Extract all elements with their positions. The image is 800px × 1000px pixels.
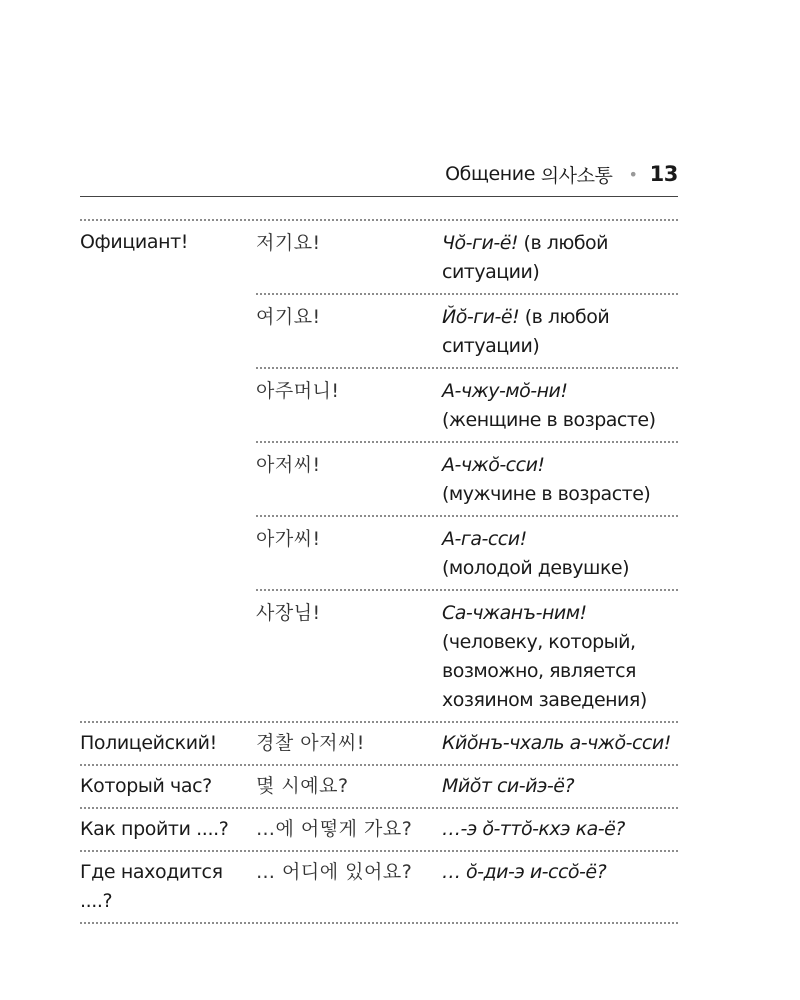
- phrase-korean: 아저씨!: [256, 454, 321, 476]
- phrase-translit: А-чжŏ-сси!: [442, 454, 545, 476]
- phrase-translit: … ŏ-ди-э и-ссŏ-ё?: [442, 861, 607, 883]
- phrase-korean: 저기요!: [256, 232, 321, 254]
- phrase-translit-cell: [442, 599, 678, 715]
- phrase-translit-cell: [442, 229, 678, 287]
- phrase-note: (в любой ситуации): [442, 306, 610, 357]
- phrase-variant: [256, 367, 678, 441]
- phrase-row: [80, 852, 678, 924]
- phrase-note: (человеку, который, возможно, является хозяином заведения): [442, 631, 647, 711]
- phrase-translit: …-э ŏ-ттŏ-кхэ ка-ё?: [442, 818, 625, 840]
- phrase-row: [80, 723, 678, 766]
- phrase-translit: Кйŏнъ-чхаль а-чжŏ-сси!: [442, 732, 671, 754]
- phrase-translit-cell: [442, 525, 678, 583]
- phrase-variant: [256, 515, 678, 589]
- phrase-translit: Йŏ-ги-ё!: [442, 306, 520, 328]
- phrase-translit: Са-чжанъ-ним!: [442, 602, 587, 624]
- phrase-group-waiter: [80, 221, 678, 723]
- phrase-korean: 몇 시예요?: [256, 775, 349, 797]
- phrase-korean: 여기요!: [256, 306, 321, 328]
- phrase-russian: Как пройти ....?: [80, 818, 229, 840]
- phrase-russian: Официант!: [80, 231, 188, 253]
- phrase-korean: 경찰 아저씨!: [256, 732, 365, 754]
- phrase-variant: [256, 221, 678, 293]
- phrase-translit: А-га-сси!: [442, 528, 527, 550]
- page-number: 13: [649, 162, 678, 186]
- phrase-translit: А-чжу-мŏ-ни!: [442, 380, 568, 402]
- phrase-variant: [256, 441, 678, 515]
- phrase-translit: Мйŏт си-йэ-ё?: [442, 775, 575, 797]
- phrase-note: (молодой девушке): [442, 557, 630, 579]
- bullet-separator: •: [628, 164, 638, 184]
- phrase-variant: [256, 589, 678, 721]
- phrase-korean: …에 어떻게 가요?: [256, 818, 413, 840]
- phrase-note: (женщине в возрасте): [442, 409, 656, 431]
- phrase-table: [80, 219, 678, 924]
- phrase-russian: Который час?: [80, 775, 212, 797]
- phrase-translit-cell: [442, 451, 678, 509]
- phrase-russian: Где находится ....?: [80, 861, 223, 912]
- phrase-translit: Чŏ-ги-ё!: [442, 232, 518, 254]
- phrase-korean: 아주머니!: [256, 380, 340, 402]
- phrase-row: [80, 809, 678, 852]
- phrase-note: (мужчине в возрасте): [442, 483, 651, 505]
- phrase-korean: … 어디에 있어요?: [256, 861, 413, 883]
- page-header: [80, 158, 678, 190]
- phrase-variants: [256, 221, 678, 721]
- phrase-variant: [256, 293, 678, 367]
- phrase-korean: 사장님!: [256, 602, 321, 624]
- section-title-ru: Общение: [445, 163, 536, 185]
- section-title-ko: 의사소통: [540, 164, 613, 187]
- phrase-row: [80, 766, 678, 809]
- phrase-translit-cell: [442, 303, 678, 361]
- header-divider: [80, 196, 678, 197]
- phrase-korean: 아가씨!: [256, 528, 321, 550]
- phrase-translit-cell: [442, 377, 678, 435]
- phrase-russian: Полицейский!: [80, 732, 217, 754]
- phrase-note: (в любой ситуации): [442, 232, 609, 283]
